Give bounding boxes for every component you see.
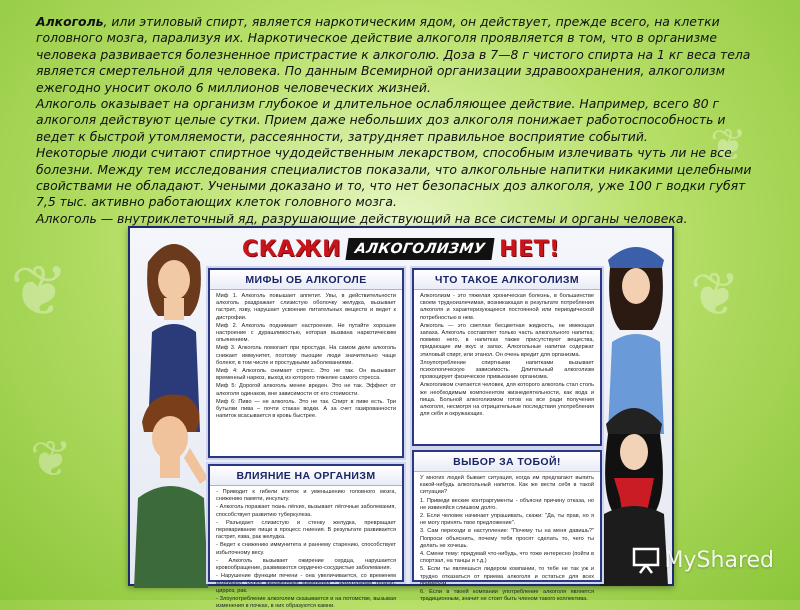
myth-paragraph: Миф 2. Алкоголь поднимает настроение. Не путайте хорошее настроение с дурашливостью, которая вызвана наркотическим опьянением.: [216, 322, 396, 344]
butterfly-decoration-icon: ❦: [690, 260, 741, 330]
effect-paragraph: - Ведет к снижению иммунитета и раннему старению, способствует избыточному весу.: [216, 542, 396, 556]
what-paragraph: Алкоголизм - это тяжелая хроническая болезнь, в большинстве своем трудноизлечимая, возникающая в результате потребления алкоголя и характеризующееся постоянной или периодической потребностью в нем.: [420, 293, 594, 321]
effect-paragraph: - Нарушение функции печени - она увеличивается, со временем возникают более выраженные изменения - алкогольный гепатит, цирроз, рак.: [216, 573, 396, 594]
choice-paragraph: У многих людей бывает ситуация, когда им предлагают выпить какой-нибудь алкогольный напиток. Как же вести себя в такой ситуации?: [420, 475, 594, 496]
myths-heading: МИФЫ ОБ АЛКОГОЛЕ: [210, 270, 402, 290]
myth-paragraph: Миф 6: Пиво — не алкоголь. Это не так. Спирт в пиве есть. Три бутылки пива – почти стакан водки. А за счет газированности напиток всасывается в кровь быстрее.: [216, 398, 396, 420]
effect-on-body-body: [210, 486, 402, 610]
myth-paragraph: Миф 4: Алкоголь снимает стресс. Это не так. Он вызывает временный наркоз, выход из которого тяжелее самого стресса.: [216, 368, 396, 382]
effect-on-body-panel: [208, 464, 404, 610]
myth-paragraph: Миф 3. Алкоголь помогает при простуде. На самом деле алкоголь снижает иммунитет, поэтому пьющие люди значительно чаще болеют, в том числе и простудными заболеваниями.: [216, 345, 396, 366]
intro-term: Алкоголь: [36, 14, 104, 29]
intro-text: [36, 14, 766, 227]
what-paragraph: Алкоголиком считается человек, для которого алкоголь стал столь же необходимым компонентом жизнедеятельности, как вода и пища. Больной алкоголизмом готов на все ради получения алкоголя, несмотря на отрицательные последствия употребления для себя и окружающих.: [420, 382, 594, 418]
intro-paragraph-4: Алкоголь — внутриклеточный яд, разрушающие действующий на все системы и органы человека.: [36, 210, 688, 226]
intro-paragraph-2: Алкоголь оказывает на организм глубокое и длительное ослабляющее действие. Например, всего 80 г алкоголя действуют целые сутки. Прием даже небольших доз алкоголя понижает работоспособность и ведет к быстрой утомляемости, рассеянности, затрудняет правильное восприятие событий.: [36, 96, 726, 144]
your-choice-heading: ВЫБОР ЗА ТОБОЙ!: [414, 452, 600, 472]
poster-title-left: СКАЖИ: [242, 236, 341, 262]
myths-body: [210, 290, 402, 456]
choice-paragraph: 6. Если в твоей компании употребление алкоголя является традиционным, значит не стоит быть членом такого коллектива.: [420, 589, 594, 603]
effect-paragraph: - Алкоголь поражает ткань лёгких, вызывает лёгочные заболевания, способствует развитию туберкулеза.: [216, 504, 396, 518]
myths-panel: [208, 268, 404, 458]
choice-paragraph: 1. Приведи веские контраргументы - объясни причину отказа, но не извиняйся слишком долго.: [420, 497, 594, 511]
intro-paragraph-1-rest: , или этиловый спирт, является наркотическим ядом, он действует, прежде всего, на клетки головного мозга, парализуя их. Наркотическое действие алкоголя проявляется в том, что в организме человека развивается болезненное пристрастие к алкоголю. Доза в 7—8 г чистого спирта на 1 кг веса тела является смертельной для человека. По данным Всемирной организации здравоохранения, алкоголизм ежегодно уносит около 6 миллионов человеческих жизней.: [36, 14, 751, 95]
anti-alcohol-poster: [128, 226, 674, 610]
watermark: [631, 546, 774, 574]
myth-paragraph: Миф 5: Дорогой алкоголь менее вреден. Это не так. Эффект от алкоголя одинаков, вне зависимости от его стоимости.: [216, 383, 396, 397]
choice-paragraph: 2. Если человек начинает упрашивать, скажи: "Да, ты прав, но я не могу принять твое предложение".: [420, 513, 594, 527]
what-is-alcoholism-panel: [412, 268, 602, 446]
intro-paragraph-1: [36, 14, 766, 96]
butterfly-decoration-icon: ❦: [10, 250, 69, 332]
butterfly-decoration-icon: ❦: [710, 120, 747, 171]
poster-title-right: НЕТ!: [499, 236, 560, 262]
what-paragraph: Алкоголь — это светлая бесцветная жидкость, не имеющая запаха. Алкоголь составляет только часть алкогольного напитка; помимо него, в напитках также присутствуют вещества, придающие им вкус и запах. Алкогольные напитки содержат этиловый спирт, или этанол. Он очень вредит для организма.: [420, 322, 594, 358]
choice-paragraph: 3. Сам переходи в наступление: "Почему ты на меня давишь?" Попроси объяснить, почему тебя просят сделать то, чего ты делать не хочешь.: [420, 528, 594, 549]
intro-paragraph-3: Некоторые люди считают спиртное чудодейственным лекарством, способным излечивать чуть ли не все болезни. Между тем исследования специалистов показали, что алкогольные напитки никакими целебными свойствами не обладают. Учеными доказано и то, что нет безопасных доз алкоголя, уже 100 г водки губят 7,5 тыс. активно работающих клеток головного мозга.: [36, 145, 752, 210]
myth-paragraph: Миф 1. Алкоголь повышает аппетит. Увы, в действительности алкоголь раздражает слизистую оболочку желудка, вызывает гастрит, язву, нарушает усвоение питательных веществ и ведет к дистрофии.: [216, 293, 396, 321]
choice-paragraph: 5. Если ты являешься лидером компании, то тебе не так уж и трудно отказаться от приема алкоголя и остаться для всех примером.: [420, 566, 594, 587]
effect-on-body-heading: ВЛИЯНИЕ НА ОРГАНИЗМ: [210, 466, 402, 486]
what-is-alcoholism-body: [414, 290, 600, 444]
what-is-alcoholism-heading: ЧТО ТАКОЕ АЛКОГОЛИЗМ: [414, 270, 600, 290]
boy-left-illustration: [130, 388, 212, 588]
presentation-board-icon: [631, 546, 661, 574]
poster-title: [242, 234, 560, 264]
your-choice-panel: [412, 450, 602, 603]
effect-paragraph: - Разъедает слизистую и стенку желудка, превращает переваривание пищи в процесс гниения. В результате развивается гастрит, язва, рак желудка.: [216, 519, 396, 541]
effect-paragraph: - Приводит к гибели клеток и уменьшению головного мозга, снижению памяти, инсульту.: [216, 489, 396, 503]
effect-paragraph: - Злоупотребление алкоголем сказывается и на потомстве, вызывая изменения в почках, в них образуются камни.: [216, 595, 396, 610]
your-choice-body: [414, 472, 600, 603]
effect-paragraph: - Алкоголь вызывает ожирение сердца, нарушается кровообращение, развиваются сердечно-сосудистые заболевания.: [216, 557, 396, 572]
butterfly-decoration-icon: ❦: [30, 430, 72, 488]
what-paragraph: Злоупотребление спиртными напитками вызывает психологическую зависимость. Длительный алкоголизм провоцирует физическое привыкание организма.: [420, 359, 594, 381]
poster-title-middle: АЛКОГОЛИЗМУ: [345, 238, 494, 260]
watermark-text: MyShared: [664, 547, 774, 573]
choice-paragraph: 4. Смени тему: придумай что-нибудь, что тоже интересно (пойти в спортзал, на танцы и т.д.): [420, 551, 594, 565]
